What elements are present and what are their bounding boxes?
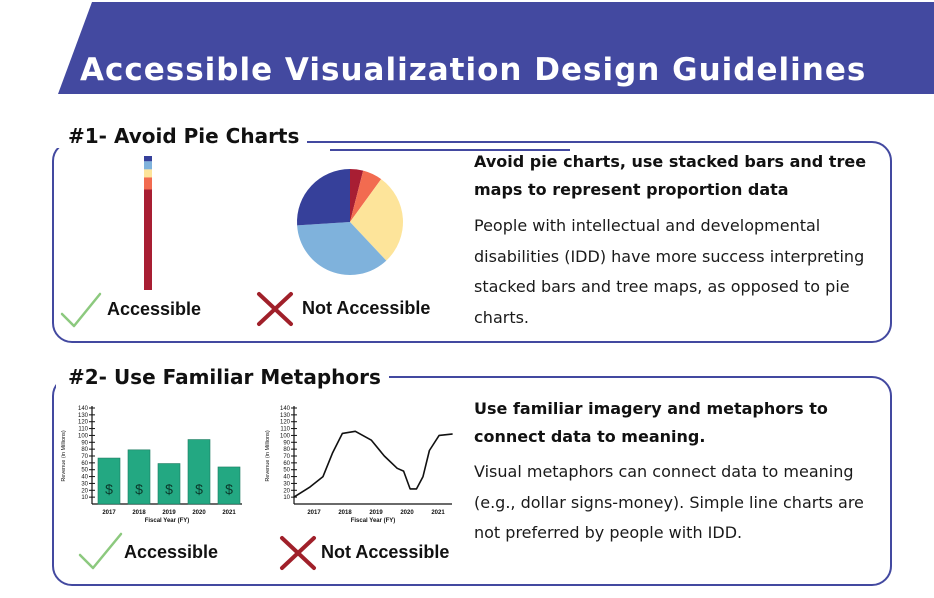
accessible-label: Accessible	[124, 542, 219, 562]
y-tick-label: 30	[283, 481, 290, 488]
y-tick-label: 40	[81, 474, 88, 481]
not-accessible-label: Not Accessible	[302, 298, 431, 318]
y-tick-label: 70	[81, 454, 88, 460]
y-tick-label: 80	[283, 447, 290, 454]
x-tick-label: 2020	[400, 510, 414, 516]
section-lead-2: Use familiar imagery and metaphors to connect data to meaning.	[474, 399, 828, 446]
y-tick-label: 140	[77, 406, 88, 412]
y-tick-label: 50	[283, 467, 290, 474]
stacked-bar-segment	[144, 190, 152, 291]
y-tick-label: 120	[279, 419, 290, 426]
stacked-bar-segment	[144, 177, 152, 189]
x-tick-label: 2021	[431, 510, 445, 516]
x-tick-label: 2017	[307, 510, 321, 516]
section-body-1: People with intellectual and developmental disabilities (IDD) have more success interpreting stacked bars and tree maps, as opposed to pie charts.	[474, 216, 865, 327]
revenue-bar-chart	[58, 400, 248, 528]
y-tick-label: 120	[77, 419, 88, 426]
check-icon	[60, 290, 104, 330]
dollar-sign: $	[225, 481, 233, 497]
x-tick-label: 2017	[102, 510, 116, 516]
x-axis-label: Fiscal Year (FY)	[350, 518, 396, 524]
x-tick-label: 2018	[338, 510, 352, 516]
y-axis-label: Revenue (in Millions)	[61, 430, 67, 482]
y-tick-label: 60	[283, 460, 290, 467]
dollar-sign: $	[135, 481, 143, 497]
y-tick-label: 10	[81, 495, 88, 502]
x-tick-label: 2021	[222, 510, 236, 516]
section-heading-2: #2- Use Familiar Metaphors	[56, 365, 389, 389]
x-tick-label: 2018	[132, 510, 146, 516]
stacked-bar-segment	[144, 169, 152, 177]
pie-slice	[297, 169, 350, 225]
y-tick-label: 20	[81, 488, 88, 495]
pie-chart	[292, 164, 408, 280]
section-lead-1: Avoid pie charts, use stacked bars and tree maps to represent proportion data	[474, 152, 867, 199]
y-axis-label: Revenue (in Millions)	[265, 430, 271, 482]
page-title: Accessible Visualization Design Guidelines	[80, 52, 867, 88]
section-body-2: Visual metaphors can connect data to meaning (e.g., dollar signs-money). Simple line charts are not preferred by people with IDD.	[474, 462, 864, 542]
y-tick-label: 100	[279, 433, 290, 440]
dollar-sign: $	[195, 481, 203, 497]
y-tick-label: 130	[279, 412, 290, 419]
line-series	[294, 431, 452, 497]
y-tick-label: 60	[81, 460, 88, 467]
y-tick-label: 40	[283, 474, 290, 481]
y-tick-label: 110	[78, 426, 88, 433]
stacked-bar-chart	[140, 156, 156, 290]
section-heading-1: #1- Avoid Pie Charts	[56, 124, 307, 148]
y-tick-label: 20	[283, 488, 290, 495]
revenue-line-chart	[262, 400, 454, 528]
y-tick-label: 10	[283, 495, 290, 502]
y-tick-label: 140	[279, 406, 290, 412]
x-tick-label: 2019	[162, 510, 176, 516]
check-icon	[78, 530, 124, 572]
y-tick-label: 100	[77, 433, 88, 440]
x-tick-label: 2019	[369, 510, 383, 516]
x-axis-label: Fiscal Year (FY)	[144, 518, 190, 524]
dollar-sign: $	[165, 481, 173, 497]
cross-icon	[279, 535, 317, 571]
accessible-label: Accessible	[107, 299, 202, 319]
not-accessible-label: Not Accessible	[321, 542, 450, 562]
y-tick-label: 130	[77, 412, 88, 419]
y-tick-label: 30	[81, 481, 88, 488]
y-tick-label: 110	[280, 426, 290, 433]
stacked-bar-segment	[144, 161, 152, 169]
y-tick-label: 70	[283, 454, 290, 460]
y-tick-label: 80	[81, 447, 88, 454]
y-tick-label: 90	[81, 440, 88, 447]
dollar-sign: $	[105, 481, 113, 497]
stacked-bar-segment	[144, 156, 152, 161]
y-tick-label: 90	[283, 440, 290, 447]
cross-icon	[256, 291, 294, 327]
x-tick-label: 2020	[192, 510, 206, 516]
y-tick-label: 50	[81, 467, 88, 474]
